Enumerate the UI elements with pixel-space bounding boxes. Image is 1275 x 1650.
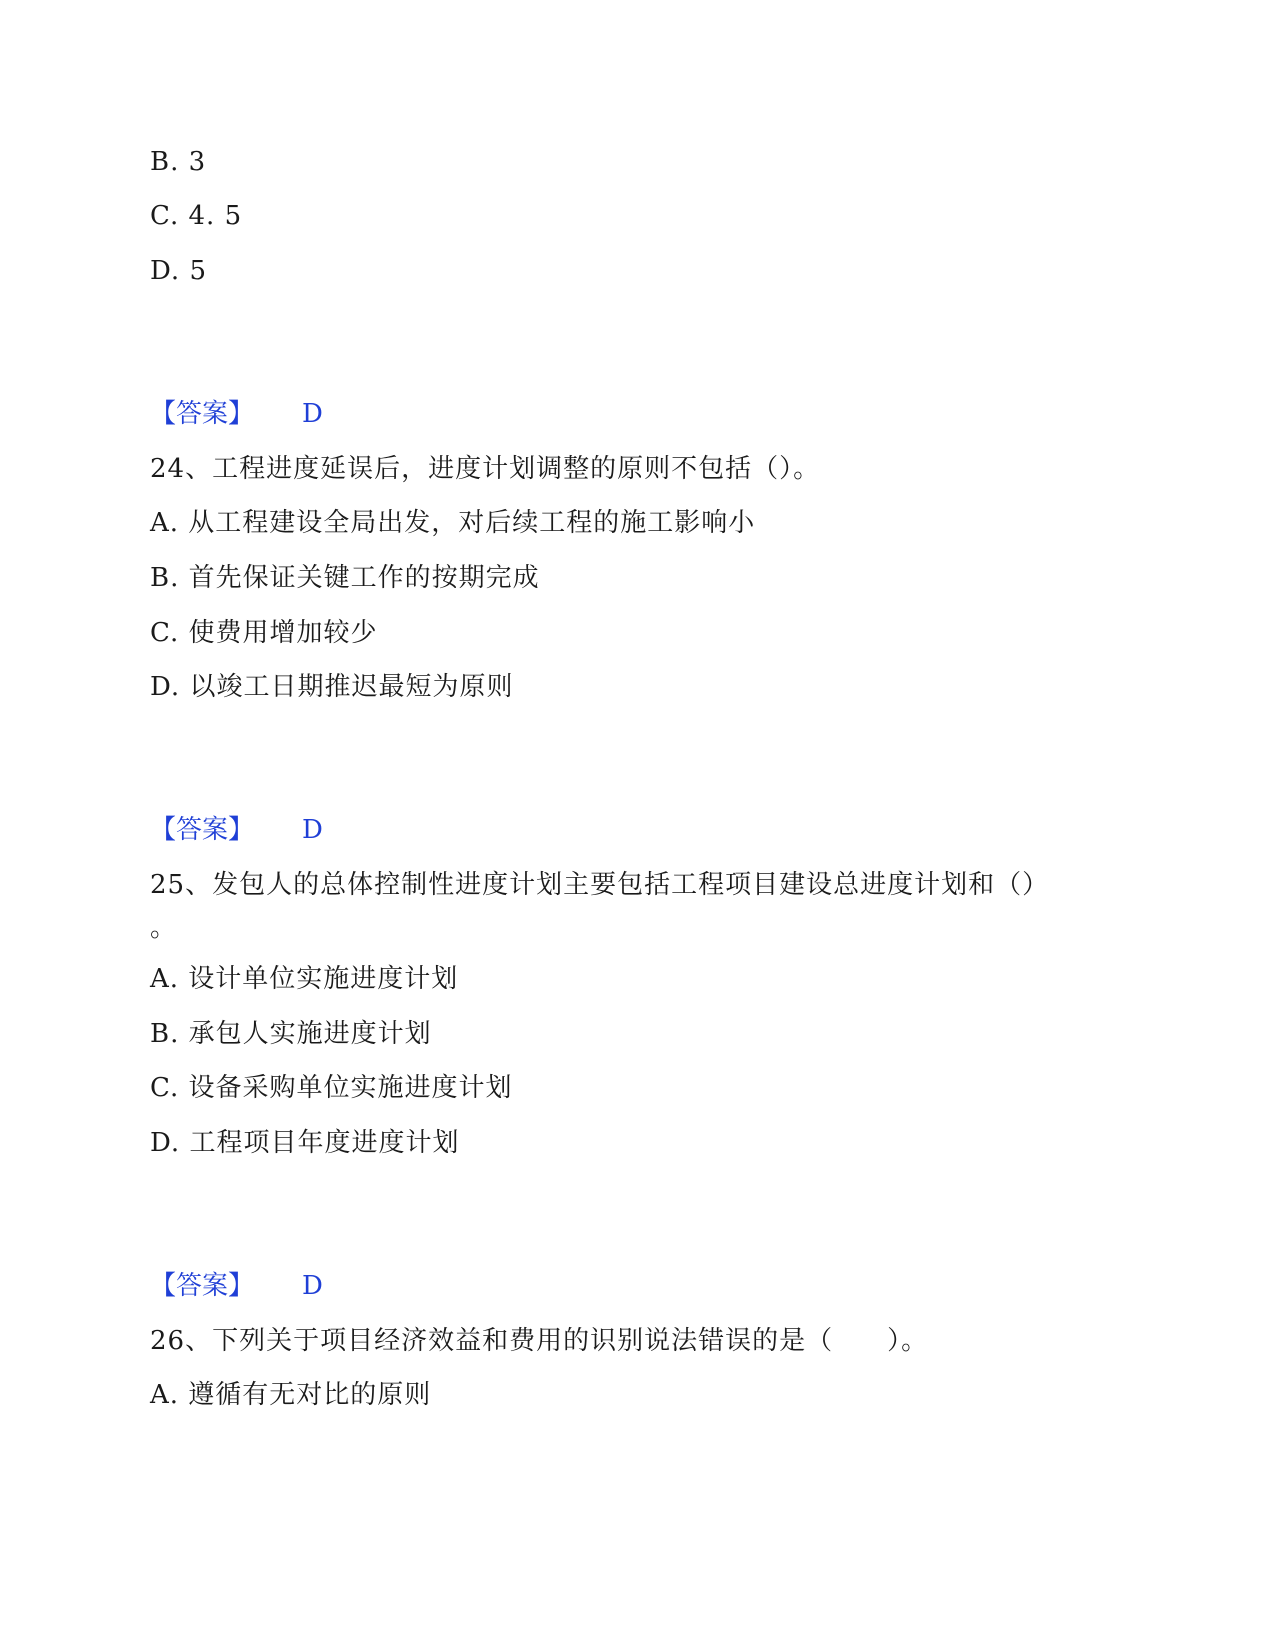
answer-value: D <box>302 1271 323 1301</box>
answer-value: D <box>302 815 323 845</box>
q24-stem: 24、工程进度延误后，进度计划调整的原则不包括（）。 <box>150 454 821 484</box>
q25-answer <box>150 1270 323 1302</box>
q24-option-a: A. 从工程建设全局出发，对后续工程的施工影响小 <box>150 508 756 538</box>
q24-option-c: C. 使费用增加较少 <box>150 618 378 648</box>
answer-label: 【答案】 <box>150 399 255 429</box>
q26-stem: 26、下列关于项目经济效益和费用的识别说法错误的是（ ）。 <box>150 1326 929 1356</box>
answer-value: D <box>302 399 323 429</box>
q25-option-a: A. 设计单位实施进度计划 <box>150 964 459 994</box>
q23-option-b: B. 3 <box>150 147 207 177</box>
q24-option-b: B. 首先保证关键工作的按期完成 <box>150 563 540 593</box>
q24-option-d: D. 以竣工日期推迟最短为原则 <box>150 672 514 702</box>
q26-option-a: A. 遵循有无对比的原则 <box>150 1380 432 1410</box>
answer-label: 【答案】 <box>150 815 255 845</box>
q24-answer <box>150 814 323 846</box>
q23-answer <box>150 398 323 430</box>
q25-option-c: C. 设备采购单位实施进度计划 <box>150 1073 513 1103</box>
q25-stem-continuation: 。 <box>150 913 177 943</box>
q25-stem: 25、发包人的总体控制性进度计划主要包括工程项目建设总进度计划和（） <box>150 870 1050 900</box>
q25-option-d: D. 工程项目年度进度计划 <box>150 1128 460 1158</box>
answer-label: 【答案】 <box>150 1271 255 1301</box>
q25-option-b: B. 承包人实施进度计划 <box>150 1019 432 1049</box>
q23-option-d: D. 5 <box>150 256 207 286</box>
q23-option-c: C. 4. 5 <box>150 201 243 231</box>
